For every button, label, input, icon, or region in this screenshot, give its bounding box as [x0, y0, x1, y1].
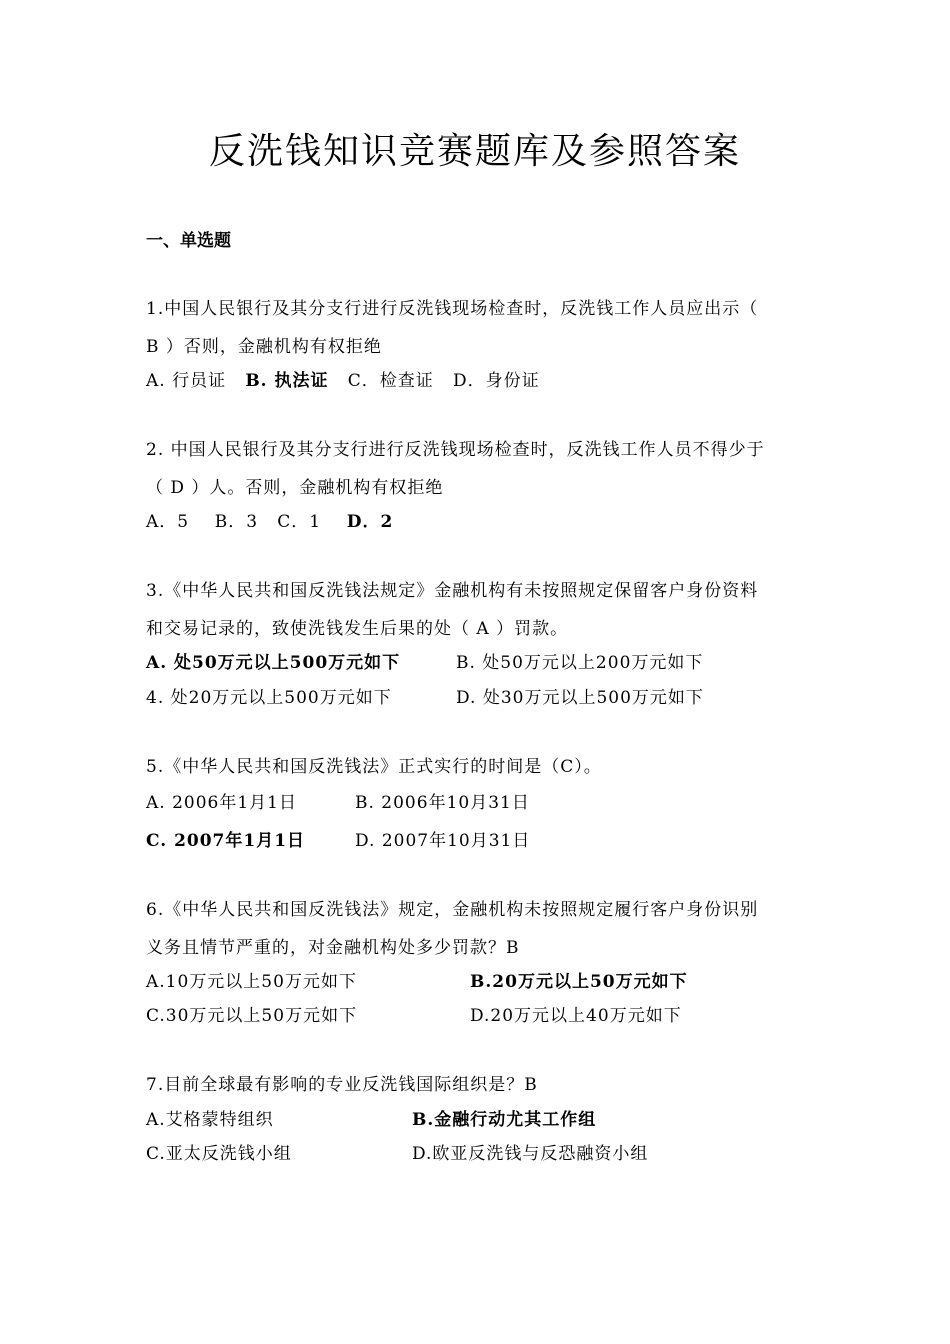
- question-2-option-c: C．1: [277, 512, 322, 532]
- question-6-option-c: C.30万元以上50万元如下: [146, 1006, 358, 1026]
- question-6-option-b-answer: B.20万元以上50万元如下: [470, 972, 688, 992]
- question-3-option-d: D. 处30万元以上500万元如下: [456, 688, 704, 708]
- question-6-text-line-2: 义务且情节严重的，对金融机构处多少罚款？B: [146, 938, 520, 958]
- question-5-option-b: B. 2006年10月31日: [355, 793, 530, 813]
- question-5-option-c-answer: C. 2007年1月1日: [146, 831, 306, 851]
- question-2-options: [146, 510, 393, 534]
- question-1-options: [146, 369, 540, 393]
- question-3-option-c: 4. 处20万元以上500万元如下: [146, 688, 392, 708]
- question-3-text-line-1: 3.《中华人民共和国反洗钱法规定》金融机构有未按照规定保留客户身份资料: [146, 581, 759, 601]
- question-1-option-c: C．检查证: [347, 371, 434, 391]
- question-7-option-c: C.亚太反洗钱小组: [146, 1144, 292, 1164]
- question-1-option-b-answer: B. 执法证: [245, 371, 329, 391]
- section-heading: 一、单选题: [146, 231, 231, 251]
- question-3-option-a-answer: A. 处50万元以上500万元如下: [146, 653, 401, 673]
- question-3-option-b: B. 处50万元以上200万元如下: [456, 653, 704, 673]
- question-2-text-line-1: 2. 中国人民银行及其分支行进行反洗钱现场检查时，反洗钱工作人员不得少于: [146, 440, 765, 460]
- document-title: 反洗钱知识竞赛题库及参照答案: [208, 131, 741, 172]
- question-2-option-b: B．3: [214, 512, 259, 532]
- question-6-option-a: A.10万元以上50万元如下: [146, 972, 357, 992]
- question-7-text: 7.目前全球最有影响的专业反洗钱国际组织是？B: [146, 1075, 538, 1095]
- question-5-option-a: A. 2006年1月1日: [146, 793, 297, 813]
- question-3-text-line-2: 和交易记录的，致使洗钱发生后果的处（ A ）罚款。: [146, 619, 569, 639]
- question-2-option-d-answer: D．2: [346, 512, 394, 532]
- question-1-text-line-2: B ）否则，金融机构有权拒绝: [146, 337, 382, 357]
- question-6-text-line-1: 6.《中华人民共和国反洗钱法》规定，金融机构未按照规定履行客户身份识别: [146, 900, 759, 920]
- question-5-option-d: D. 2007年10月31日: [355, 831, 531, 851]
- question-7-option-b-answer: B.金融行动尤其工作组: [412, 1110, 597, 1130]
- question-5-text: 5.《中华人民共和国反洗钱法》正式实行的时间是（C）。: [146, 757, 602, 777]
- question-1-option-a: A. 行员证: [146, 371, 227, 391]
- question-6-option-d: D.20万元以上40万元如下: [470, 1006, 682, 1026]
- question-1-option-d: D．身份证: [452, 371, 540, 391]
- question-7-option-d: D.欧亚反洗钱与反恐融资小组: [412, 1144, 649, 1164]
- question-2-option-a: A．5: [146, 512, 190, 532]
- question-2-text-line-2: （ D ）人。否则，金融机构有权拒绝: [146, 478, 444, 498]
- question-1-text-line-1: 1.中国人民银行及其分支行进行反洗钱现场检查时，反洗钱工作人员应出示（: [146, 299, 759, 319]
- question-7-option-a: A.艾格蒙特组织: [146, 1110, 274, 1130]
